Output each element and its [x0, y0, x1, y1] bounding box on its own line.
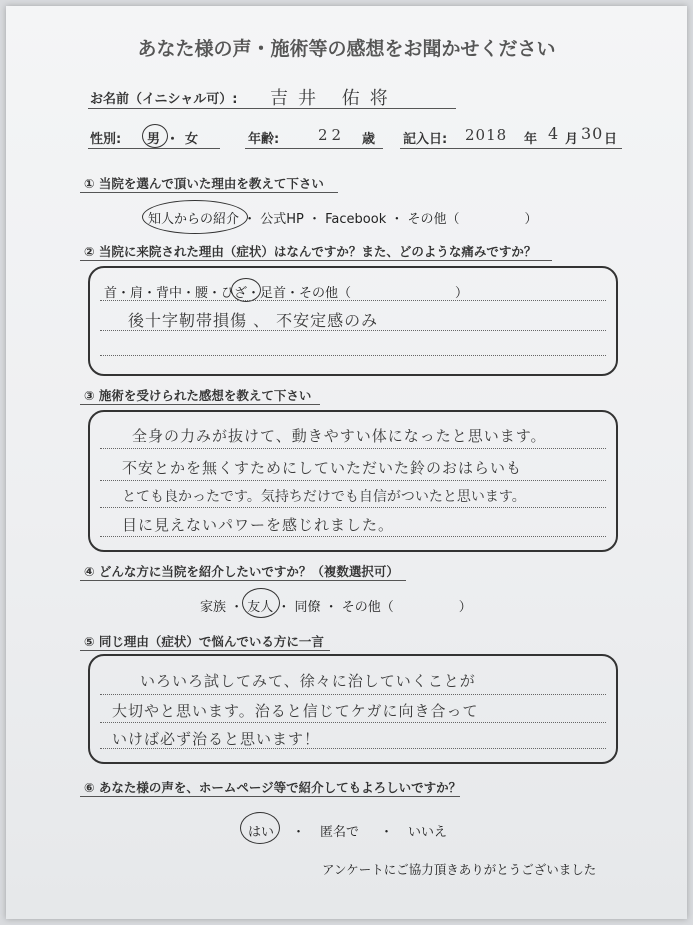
q3-dotted-line-1	[100, 448, 606, 449]
name-value: 吉井 佑将	[270, 88, 398, 109]
date-underline	[400, 148, 622, 149]
date-day: 30	[581, 124, 604, 143]
q1-options: 知人からの紹介 ・ 公式HP ・ Facebook ・ その他（ ）	[148, 212, 538, 227]
q2-heading-underline	[80, 260, 552, 261]
q5-line-3: いけば必ず治ると思います！	[112, 730, 321, 748]
gender-options: 男・女	[147, 132, 205, 147]
q5-line-1: いろいろ試してみて、徐々に治していくことが	[140, 672, 476, 690]
name-underline	[88, 108, 456, 109]
q6-option-no: いいえ	[408, 825, 448, 840]
gender-underline	[88, 148, 220, 149]
footer-thanks: アンケートにご協力頂きありがとうございました	[322, 862, 597, 877]
q2-dotted-line-1	[100, 300, 606, 301]
q4-options: 家族 ・ 友人 ・ 同僚 ・ その他（ ）	[200, 600, 472, 615]
q5-line-2: 大切やと思います。治ると信じてケガに向き合って	[112, 702, 479, 720]
date-year-unit: 年	[524, 132, 538, 147]
q6-heading: ⑥ あなた様の声を、ホームページ等で紹介してもよろしいですか？	[84, 780, 462, 795]
q4-heading-underline	[80, 580, 406, 581]
q1-selected-circle	[142, 200, 248, 234]
age-value: 22	[318, 126, 346, 144]
q3-dotted-line-4	[100, 536, 606, 537]
q2-dotted-line-2	[100, 330, 606, 331]
q3-dotted-line-3	[100, 507, 606, 508]
date-year: 2018	[465, 126, 508, 144]
age-label: 年齢:	[248, 132, 280, 147]
q6-heading-underline	[80, 796, 460, 797]
page-title: あなた様の声・施術等の感想をお聞かせください	[137, 38, 556, 60]
gender-label: 性別:	[90, 132, 122, 147]
q1-heading-underline	[80, 192, 338, 193]
q6-selected-circle	[240, 812, 280, 844]
q2-heading: ② 当院に来院された理由（症状）はなんですか？また、どのような痛みですか？	[84, 244, 537, 259]
q2-answer: 後十字靭帯損傷 、 不安定感のみ	[128, 311, 379, 330]
age-underline	[245, 148, 383, 149]
q3-line-4: 目に見えないパワーを感じれました。	[122, 516, 395, 534]
q3-line-1: 全身の力みが抜けて、動きやすい体になったと思います。	[132, 427, 547, 445]
q2-dotted-line-3	[100, 355, 606, 356]
date-label: 記入日:	[403, 132, 448, 147]
q2-options: 首・肩・背中・腰・ひざ・足首・その他（ ）	[104, 286, 469, 301]
q5-dotted-line-2	[100, 722, 606, 723]
q6-separator-1: ・	[292, 825, 306, 840]
q3-heading-underline	[80, 404, 320, 405]
q3-heading: ③ 施術を受けられた感想を教えて下さい	[84, 388, 312, 403]
q3-dotted-line-2	[100, 480, 606, 481]
q2-selected-circle	[231, 278, 261, 302]
q6-option-yes: はい	[248, 825, 275, 840]
gender-selected-circle	[142, 124, 168, 148]
date-day-unit: 日	[604, 132, 618, 147]
q4-heading: ④ どんな方に当院を紹介したいですか？（複数選択可）	[84, 564, 399, 579]
q5-heading-underline	[80, 650, 330, 651]
age-unit: 歳	[362, 132, 376, 147]
q4-selected-circle	[242, 588, 280, 618]
q1-heading: ① 当院を選んで頂いた理由を教えて下さい	[84, 176, 324, 191]
q3-line-3: とても良かったです。気持ちだけでも自信がついたと思います。	[122, 489, 526, 505]
date-month: 4	[548, 124, 560, 143]
q3-line-2: 不安とかを無くすためにしていただいた鈴のおはらいも	[122, 459, 523, 477]
q5-heading: ⑤ 同じ理由（症状）で悩んでいる方に一言	[84, 634, 324, 649]
q5-dotted-line-1	[100, 694, 606, 695]
q5-dotted-line-3	[100, 748, 606, 749]
q6-option-anonymous: 匿名で	[320, 825, 360, 840]
date-month-unit: 月	[565, 132, 579, 147]
name-label: お名前（イニシャル可）:	[90, 92, 238, 107]
q6-separator-2: ・	[380, 825, 394, 840]
